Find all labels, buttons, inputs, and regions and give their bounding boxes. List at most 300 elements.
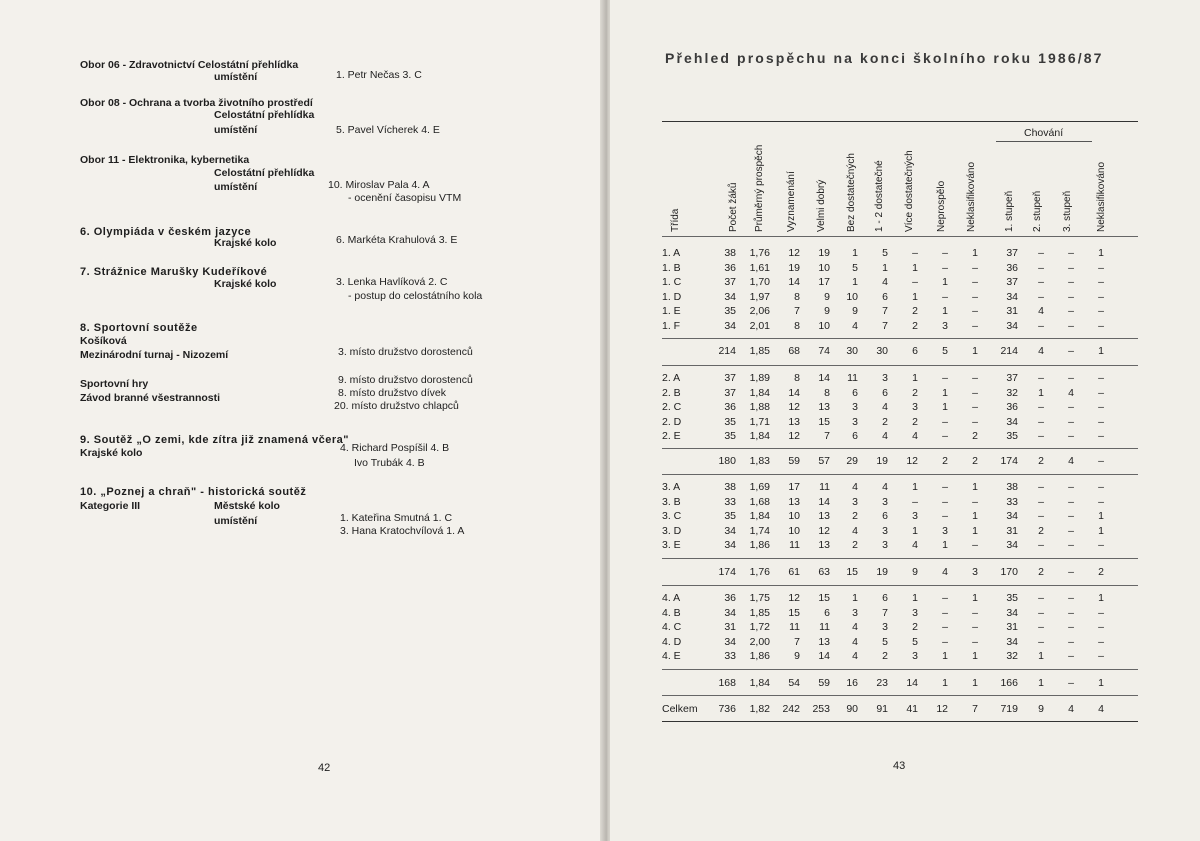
subtotal-cell: 15 bbox=[846, 566, 858, 578]
table-cell: 3 bbox=[882, 495, 888, 508]
table-cell: 6 bbox=[882, 510, 888, 522]
table-cell: 5 bbox=[912, 635, 918, 648]
text-line: 4. Richard Pospíšil 4. B bbox=[340, 442, 450, 454]
text-line: Krajské kolo bbox=[214, 278, 277, 290]
row-class-label: 3. B bbox=[662, 495, 681, 508]
column-header bbox=[874, 128, 888, 234]
table-cell: 14 bbox=[818, 495, 830, 508]
subtotal-cell: 1 bbox=[1038, 677, 1044, 689]
group-separator bbox=[662, 558, 1138, 559]
table-cell: 35 bbox=[724, 305, 736, 317]
subtotal-cell: 30 bbox=[876, 345, 888, 357]
text-line: 10. Miroslav Pala 4. A bbox=[328, 179, 430, 191]
table-cell: 1 bbox=[852, 276, 858, 288]
table-cell: 36 bbox=[724, 592, 736, 604]
grand-total-cell: 9 bbox=[1038, 703, 1044, 715]
table-cell: 2 bbox=[1038, 524, 1044, 537]
table-cell: 13 bbox=[818, 510, 830, 522]
table-cell: – bbox=[1098, 539, 1104, 551]
table-cell: 34 bbox=[724, 539, 736, 551]
table-cell: 4 bbox=[852, 650, 858, 662]
column-header-label: 1 - 2 dostatečné bbox=[874, 160, 885, 232]
table-cell: – bbox=[1068, 430, 1074, 442]
table-cell: 1 bbox=[912, 261, 918, 274]
table-cell: 33 bbox=[1006, 495, 1018, 508]
column-header bbox=[936, 128, 950, 234]
table-cell: 15 bbox=[788, 606, 800, 619]
column-header-label: 2. stupeň bbox=[1032, 190, 1043, 232]
table-cell: 31 bbox=[1006, 621, 1018, 633]
table-cell: 1 bbox=[852, 592, 858, 604]
subtotal-cell: 168 bbox=[718, 677, 736, 689]
table-cell: 1,70 bbox=[749, 276, 770, 288]
table-cell: 37 bbox=[724, 276, 736, 288]
subtotal-cell: 1,83 bbox=[749, 455, 770, 467]
text-line: - ocenění časopisu VTM bbox=[348, 192, 462, 204]
table-cell: 35 bbox=[1006, 592, 1018, 604]
table-cell: – bbox=[1068, 481, 1074, 493]
subtotal-cell: 19 bbox=[876, 566, 888, 578]
row-class-label: 3. E bbox=[662, 539, 681, 551]
table-cell: 10 bbox=[818, 319, 830, 332]
subtotal-cell: 180 bbox=[718, 455, 736, 467]
table-cell: 6 bbox=[852, 430, 858, 442]
subtotal-cell: 59 bbox=[818, 677, 830, 689]
table-cell: – bbox=[1068, 621, 1074, 633]
table-cell: – bbox=[972, 606, 978, 619]
table-cell: – bbox=[1038, 481, 1044, 493]
table-cell: 12 bbox=[788, 247, 800, 259]
table-cell: 11 bbox=[789, 539, 800, 551]
subtotal-cell: 1 bbox=[972, 677, 978, 689]
table-cell: – bbox=[1038, 261, 1044, 274]
table-cell: 5 bbox=[852, 261, 858, 274]
table-cell: 1 bbox=[912, 524, 918, 537]
table-cell: 1 bbox=[1098, 524, 1104, 537]
column-header-label: Neklasifikováno bbox=[966, 161, 977, 232]
table-cell: 7 bbox=[794, 635, 800, 648]
table-cell: – bbox=[1068, 606, 1074, 619]
table-cell: 3 bbox=[912, 401, 918, 413]
text-line: umístění bbox=[214, 71, 258, 83]
table-cell: 8 bbox=[794, 372, 800, 384]
text-line: Obor 08 - Ochrana a tvorba životního prostředí bbox=[80, 97, 313, 109]
grand-total-cell: 4 bbox=[1098, 703, 1104, 715]
table-cell: 31 bbox=[1006, 524, 1018, 537]
table-cell: 1,76 bbox=[749, 247, 770, 259]
column-header bbox=[728, 128, 742, 234]
text-line: Krajské kolo bbox=[214, 237, 277, 249]
table-cell: 35 bbox=[724, 415, 736, 428]
table-cell: – bbox=[972, 539, 978, 551]
table-cell: – bbox=[972, 261, 978, 274]
table-cell: 37 bbox=[724, 386, 736, 399]
row-class-label: 1. A bbox=[662, 247, 681, 259]
table-cell: 37 bbox=[1006, 247, 1018, 259]
table-cell: 5 bbox=[882, 635, 888, 648]
table-cell: 13 bbox=[818, 539, 830, 551]
table-cell: 4 bbox=[912, 539, 918, 551]
table-cell: 1 bbox=[912, 290, 918, 303]
row-class-label: 1. F bbox=[662, 319, 681, 332]
table-cell: – bbox=[942, 606, 948, 619]
table-cell: 8 bbox=[794, 319, 800, 332]
table-cell: 1 bbox=[1038, 386, 1044, 399]
subtotal-cell: 1 bbox=[942, 677, 948, 689]
section-heading: 9. Soutěž „O zemi, kde zítra již znamená včera" bbox=[80, 434, 349, 446]
table-cell: – bbox=[1098, 606, 1104, 619]
table-cell: 3 bbox=[942, 524, 948, 537]
table-cell: – bbox=[1038, 495, 1044, 508]
text-line: 6. Markéta Krahulová 3. E bbox=[336, 234, 458, 246]
table-cell: – bbox=[1038, 606, 1044, 619]
subtotal-cell: 14 bbox=[906, 677, 918, 689]
subtotal-cell: 2 bbox=[942, 455, 948, 467]
table-cell: – bbox=[1098, 621, 1104, 633]
row-class-label: 1. C bbox=[662, 276, 682, 288]
table-cell: 3 bbox=[882, 539, 888, 551]
table-cell: 1 bbox=[972, 650, 978, 662]
table-cell: 4 bbox=[912, 430, 918, 442]
table-cell: – bbox=[1098, 261, 1104, 274]
table-cell: – bbox=[1068, 539, 1074, 551]
column-header bbox=[670, 128, 684, 234]
table-cell: 2 bbox=[852, 510, 858, 522]
table-cell: 4 bbox=[1038, 305, 1044, 317]
table-cell: – bbox=[972, 415, 978, 428]
column-header bbox=[786, 128, 800, 234]
table-cell: 38 bbox=[724, 481, 736, 493]
table-cell: – bbox=[942, 592, 948, 604]
table-cell: 8 bbox=[794, 290, 800, 303]
table-cell: – bbox=[1068, 510, 1074, 522]
table-cell: 32 bbox=[1006, 650, 1018, 662]
table-cell: 3 bbox=[852, 606, 858, 619]
section-heading: 10. „Poznej a chraň" - historická soutěž bbox=[80, 486, 307, 498]
table-cell: – bbox=[1038, 290, 1044, 303]
grand-total-cell: 253 bbox=[812, 703, 830, 715]
table-cell: – bbox=[942, 621, 948, 633]
table-cell: – bbox=[972, 401, 978, 413]
grand-total-cell: 1,82 bbox=[749, 703, 770, 715]
page-number-left: 42 bbox=[318, 762, 331, 774]
subtotal-cell: 6 bbox=[912, 345, 918, 357]
table-cell: 4 bbox=[882, 276, 888, 288]
table-cell: 2,06 bbox=[749, 305, 770, 317]
table-cell: 1 bbox=[912, 481, 918, 493]
table-cell: – bbox=[1098, 495, 1104, 508]
table-cell: – bbox=[1068, 401, 1074, 413]
text-line: Městské kolo bbox=[214, 500, 280, 512]
table-cell: 19 bbox=[788, 261, 800, 274]
table-cell: 36 bbox=[724, 261, 736, 274]
table-cell: 6 bbox=[824, 606, 830, 619]
table-cell: 14 bbox=[818, 372, 830, 384]
table-cell: – bbox=[912, 495, 918, 508]
table-title: Přehled prospěchu na konci školního roku 1986/87 bbox=[665, 50, 1104, 66]
table-cell: 1 bbox=[972, 592, 978, 604]
subtotal-cell: 170 bbox=[1000, 566, 1018, 578]
subtotal-cell: 2 bbox=[1098, 566, 1104, 578]
table-cell: 1 bbox=[942, 401, 948, 413]
subtotal-cell: 1 bbox=[1098, 677, 1104, 689]
column-header bbox=[1032, 128, 1046, 234]
grand-total-cell: 12 bbox=[936, 703, 948, 715]
table-cell: 1 bbox=[972, 524, 978, 537]
table-cell: 6 bbox=[882, 592, 888, 604]
table-cell: – bbox=[1038, 415, 1044, 428]
table-cell: 36 bbox=[1006, 401, 1018, 413]
table-cell: 33 bbox=[724, 650, 736, 662]
table-cell: – bbox=[942, 290, 948, 303]
subtotal-cell: 63 bbox=[818, 566, 830, 578]
table-cell: 3 bbox=[852, 401, 858, 413]
text-line: - postup do celostátního kola bbox=[348, 290, 483, 302]
row-class-label: 2. D bbox=[662, 415, 682, 428]
table-cell: 14 bbox=[788, 386, 800, 399]
text-line: umístění bbox=[214, 515, 258, 527]
grand-total-cell: 4 bbox=[1068, 703, 1074, 715]
table-cell: 36 bbox=[1006, 261, 1018, 274]
table-cell: – bbox=[1068, 319, 1074, 332]
table-cell: – bbox=[1098, 481, 1104, 493]
grand-total-label: Celkem bbox=[662, 703, 698, 715]
row-class-label: 2. A bbox=[662, 372, 681, 384]
table-cell: 1,72 bbox=[749, 621, 770, 633]
column-header bbox=[754, 128, 768, 234]
page-number-right: 43 bbox=[893, 760, 906, 772]
table-cell: 7 bbox=[882, 319, 888, 332]
text-line: 20. místo družstvo chlapců bbox=[334, 400, 459, 412]
group-separator bbox=[662, 338, 1138, 339]
table-cell: 34 bbox=[724, 290, 736, 303]
table-cell: – bbox=[1098, 290, 1104, 303]
table-cell: 2 bbox=[912, 319, 918, 332]
table-cell: – bbox=[942, 415, 948, 428]
table-cell: – bbox=[972, 495, 978, 508]
text-line: 5. Pavel Vícherek 4. E bbox=[336, 124, 440, 136]
table-cell: 1 bbox=[972, 247, 978, 259]
subtotal-cell: 54 bbox=[788, 677, 800, 689]
column-header-label: 3. stupeň bbox=[1062, 190, 1073, 232]
subtotal-cell: 23 bbox=[876, 677, 888, 689]
table-cell: 1 bbox=[1098, 247, 1104, 259]
text-line: Košíková bbox=[80, 335, 127, 347]
table-cell: 3 bbox=[912, 650, 918, 662]
table-cell: 4 bbox=[852, 319, 858, 332]
column-header-label: Neprospělo bbox=[936, 180, 947, 232]
table-cell: 2,01 bbox=[749, 319, 770, 332]
table-cell: 3 bbox=[852, 495, 858, 508]
table-cell: 2 bbox=[912, 386, 918, 399]
table-cell: 4 bbox=[882, 430, 888, 442]
table-cell: 7 bbox=[824, 430, 830, 442]
table-cell: – bbox=[1038, 621, 1044, 633]
table-cell: – bbox=[1068, 305, 1074, 317]
table-cell: 4 bbox=[1068, 386, 1074, 399]
header-bottom-rule bbox=[662, 236, 1138, 237]
table-cell: – bbox=[912, 276, 918, 288]
subtotal-cell: 57 bbox=[818, 455, 830, 467]
subtotal-cell: 68 bbox=[788, 345, 800, 357]
column-header bbox=[1096, 128, 1110, 234]
grand-total-cell: 736 bbox=[718, 703, 736, 715]
subtotal-cell: 166 bbox=[1000, 677, 1018, 689]
table-cell: 2 bbox=[912, 305, 918, 317]
subtotal-cell: 1,76 bbox=[749, 566, 770, 578]
table-cell: – bbox=[1038, 247, 1044, 259]
table-cell: 2 bbox=[852, 539, 858, 551]
table-cell: 4 bbox=[852, 635, 858, 648]
subtotal-cell: 29 bbox=[846, 455, 858, 467]
grand-total-cell: 91 bbox=[876, 703, 888, 715]
subtotal-cell: 59 bbox=[788, 455, 800, 467]
table-cell: 34 bbox=[1006, 290, 1018, 303]
table-cell: 3 bbox=[852, 415, 858, 428]
section-heading: 7. Strážnice Marušky Kudeříkové bbox=[80, 266, 268, 278]
column-header-label: Třída bbox=[670, 208, 681, 232]
table-cell: 12 bbox=[818, 524, 830, 537]
subtotal-cell: 1 bbox=[972, 345, 978, 357]
subtotal-cell: 16 bbox=[846, 677, 858, 689]
table-cell: – bbox=[972, 276, 978, 288]
table-cell: 12 bbox=[788, 592, 800, 604]
table-cell: 34 bbox=[1006, 510, 1018, 522]
table-cell: 37 bbox=[724, 372, 736, 384]
table-cell: 1 bbox=[852, 247, 858, 259]
table-cell: – bbox=[1068, 495, 1074, 508]
text-line: Obor 11 - Elektronika, kybernetika bbox=[80, 154, 250, 166]
table-cell: – bbox=[972, 635, 978, 648]
table-cell: 14 bbox=[818, 650, 830, 662]
table-cell: 9 bbox=[794, 650, 800, 662]
table-cell: – bbox=[1038, 319, 1044, 332]
table-cell: – bbox=[972, 372, 978, 384]
table-cell: – bbox=[1068, 635, 1074, 648]
table-cell: 34 bbox=[724, 606, 736, 619]
table-cell: 4 bbox=[882, 401, 888, 413]
table-cell: – bbox=[942, 430, 948, 442]
table-cell: 17 bbox=[818, 276, 830, 288]
column-header-label: Počet žáků bbox=[728, 182, 739, 232]
table-cell: – bbox=[972, 305, 978, 317]
table-cell: – bbox=[1098, 430, 1104, 442]
table-cell: 1,84 bbox=[749, 510, 770, 522]
table-cell: 1 bbox=[942, 650, 948, 662]
table-cell: – bbox=[942, 247, 948, 259]
text-line: Obor 06 - Zdravotnictví Celostátní přehlídka bbox=[80, 59, 299, 71]
table-cell: 10 bbox=[846, 290, 858, 303]
table-cell: – bbox=[1098, 401, 1104, 413]
table-cell: 6 bbox=[852, 386, 858, 399]
column-header-label: Velmi dobrý bbox=[816, 179, 827, 232]
table-cell: 7 bbox=[794, 305, 800, 317]
table-cell: – bbox=[1038, 539, 1044, 551]
table-cell: 1,71 bbox=[749, 415, 770, 428]
subtotal-cell: 3 bbox=[972, 566, 978, 578]
text-line: Mezinárodní turnaj - Nizozemí bbox=[80, 349, 229, 361]
table-cell: 3 bbox=[882, 621, 888, 633]
table-cell: 4 bbox=[882, 481, 888, 493]
table-cell: 1,86 bbox=[749, 650, 770, 662]
text-line: 1. Petr Nečas 3. C bbox=[336, 69, 422, 81]
row-class-label: 3. C bbox=[662, 510, 682, 522]
table-cell: 13 bbox=[818, 401, 830, 413]
table-cell: – bbox=[942, 481, 948, 493]
table-cell: 1,68 bbox=[749, 495, 770, 508]
table-cell: – bbox=[1068, 592, 1074, 604]
text-line: Kategorie III bbox=[80, 500, 141, 512]
table-cell: 36 bbox=[724, 401, 736, 413]
table-cell: – bbox=[1038, 510, 1044, 522]
table-cell: – bbox=[1098, 372, 1104, 384]
table-cell: 38 bbox=[724, 247, 736, 259]
text-line: 8. místo družstvo dívek bbox=[338, 387, 446, 399]
table-cell: 3 bbox=[912, 510, 918, 522]
table-cell: 17 bbox=[788, 481, 800, 493]
table-cell: 1,89 bbox=[749, 372, 770, 384]
column-header-label: Vyznamenání bbox=[786, 171, 797, 232]
table-cell: 2 bbox=[912, 621, 918, 633]
group-separator bbox=[662, 585, 1138, 586]
table-cell: – bbox=[942, 261, 948, 274]
text-line: umístění bbox=[214, 124, 258, 136]
table-cell: 34 bbox=[1006, 539, 1018, 551]
table-cell: 2 bbox=[912, 415, 918, 428]
table-bottom-rule bbox=[662, 721, 1138, 722]
table-cell: 11 bbox=[819, 481, 830, 493]
table-cell: 19 bbox=[818, 247, 830, 259]
table-cell: 11 bbox=[789, 621, 800, 633]
table-cell: 5 bbox=[882, 247, 888, 259]
group-separator bbox=[662, 448, 1138, 449]
table-cell: 1 bbox=[942, 305, 948, 317]
row-class-label: 4. B bbox=[662, 606, 681, 619]
table-cell: 6 bbox=[882, 386, 888, 399]
text-line: Sportovní hry bbox=[80, 378, 149, 390]
column-header bbox=[966, 128, 980, 234]
table-cell: 1,88 bbox=[749, 401, 770, 413]
row-class-label: 1. D bbox=[662, 290, 682, 303]
table-cell: 4 bbox=[852, 481, 858, 493]
table-cell: – bbox=[942, 372, 948, 384]
grand-total-cell: 7 bbox=[972, 703, 978, 715]
table-top-rule bbox=[662, 121, 1138, 122]
table-cell: – bbox=[1038, 430, 1044, 442]
behavior-group-header: Chování bbox=[1024, 127, 1064, 139]
table-cell: 12 bbox=[788, 430, 800, 442]
subtotal-cell: 214 bbox=[1000, 345, 1018, 357]
table-cell: 37 bbox=[1006, 276, 1018, 288]
row-class-label: 2. C bbox=[662, 401, 682, 413]
table-cell: 1 bbox=[972, 510, 978, 522]
table-cell: 7 bbox=[882, 305, 888, 317]
table-cell: 34 bbox=[724, 635, 736, 648]
table-cell: 13 bbox=[818, 635, 830, 648]
section-heading: 6. Olympiáda v českém jazyce bbox=[80, 226, 252, 238]
table-cell: 35 bbox=[1006, 430, 1018, 442]
row-class-label: 3. D bbox=[662, 524, 682, 537]
table-cell: 2 bbox=[972, 430, 978, 442]
subtotal-cell: 12 bbox=[906, 455, 918, 467]
text-line: 1. Kateřina Smutná 1. C bbox=[340, 512, 453, 524]
subtotal-cell: – bbox=[1068, 566, 1074, 578]
row-class-label: 1. E bbox=[662, 305, 681, 317]
table-cell: 2 bbox=[882, 415, 888, 428]
table-cell: 11 bbox=[819, 621, 830, 633]
text-line: Krajské kolo bbox=[80, 447, 143, 459]
table-cell: 37 bbox=[1006, 372, 1018, 384]
